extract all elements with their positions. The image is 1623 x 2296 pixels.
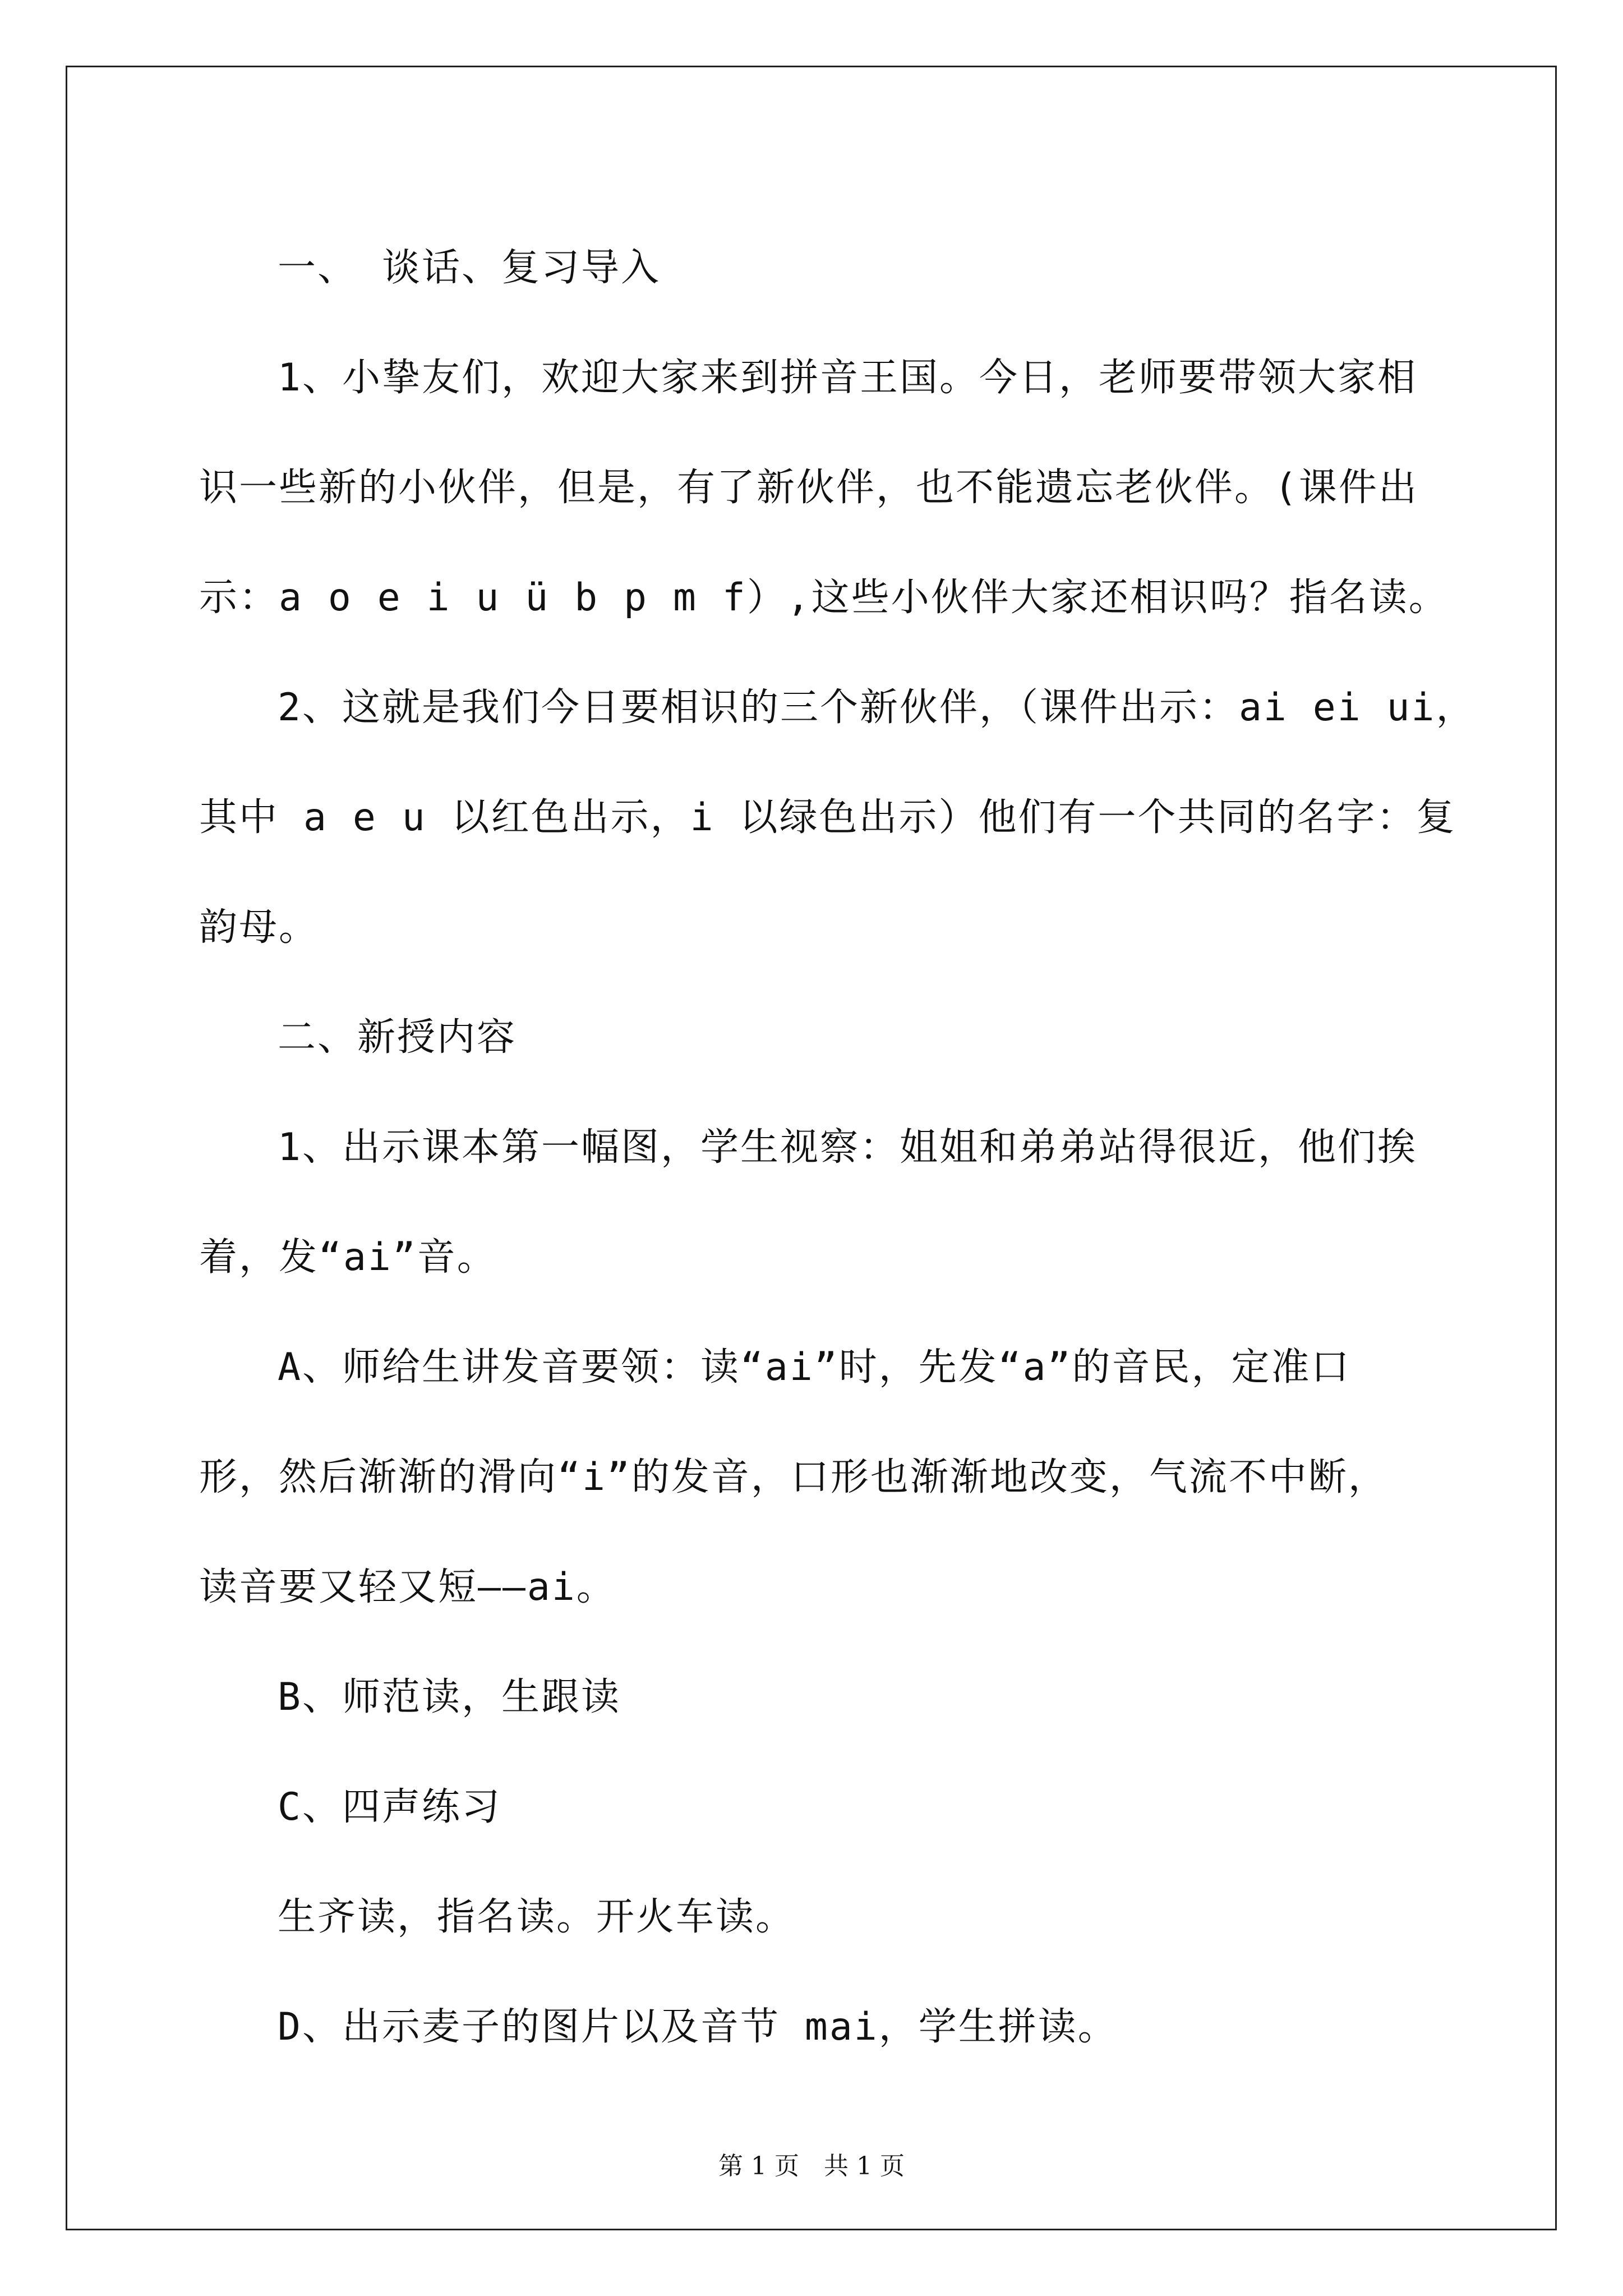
- paragraph-6: C、四声练习: [278, 1785, 501, 1829]
- paragraph-8: D、出示麦子的图片以及音节 mai，学生拼读。: [278, 2005, 1118, 2049]
- paragraph-3-line-1: 1、出示课本第一幅图，学生视察：姐姐和弟弟站得很近，他们挨: [278, 1125, 1417, 1170]
- section-heading-2: 二、新授内容: [278, 1015, 517, 1060]
- paragraph-2-line-3: 韵母。: [199, 905, 319, 950]
- paragraph-3-line-2: 着，发“ai”音。: [199, 1235, 497, 1280]
- document-body: [199, 213, 1476, 2082]
- section-heading-1: 一、 谈话、复习导入: [278, 246, 661, 290]
- paragraph-1-line-1: 1、小挚友们，欢迎大家来到拼音王国。今日，老师要带领大家相: [278, 356, 1417, 400]
- paragraph-4-line-1: A、师给生讲发音要领：读“ai”时，先发“a”的音民，定准口: [278, 1345, 1351, 1389]
- paragraph-1-line-2: 识一些新的小伙伴，但是，有了新伙伴，也不能遗忘老伙伴。(课件出: [199, 466, 1418, 510]
- paragraph-4-line-2: 形，然后渐渐的滑向“i”的发音，口形也渐渐地改变，气流不中断，: [199, 1455, 1388, 1499]
- paragraph-2-line-1: 2、这就是我们今日要相识的三个新伙伴，（课件出示：ai ei ui，: [278, 685, 1476, 730]
- paragraph-2-line-2: 其中 a e u 以红色出示，i 以绿色出示）他们有一个共同的名字：复: [199, 795, 1456, 840]
- paragraph-4-line-3: 读音要又轻又短——ai。: [199, 1565, 616, 1609]
- paragraph-5: B、师范读，生跟读: [278, 1675, 621, 1719]
- page-footer: 第 1 页 共 1 页: [718, 2152, 905, 2180]
- paragraph-1-line-3: 示：a o e i u ü b p m f）,这些小伙伴大家还相识吗？指名读。: [199, 576, 1449, 620]
- paragraph-7: 生齐读，指名读。开火车读。: [278, 1895, 796, 1939]
